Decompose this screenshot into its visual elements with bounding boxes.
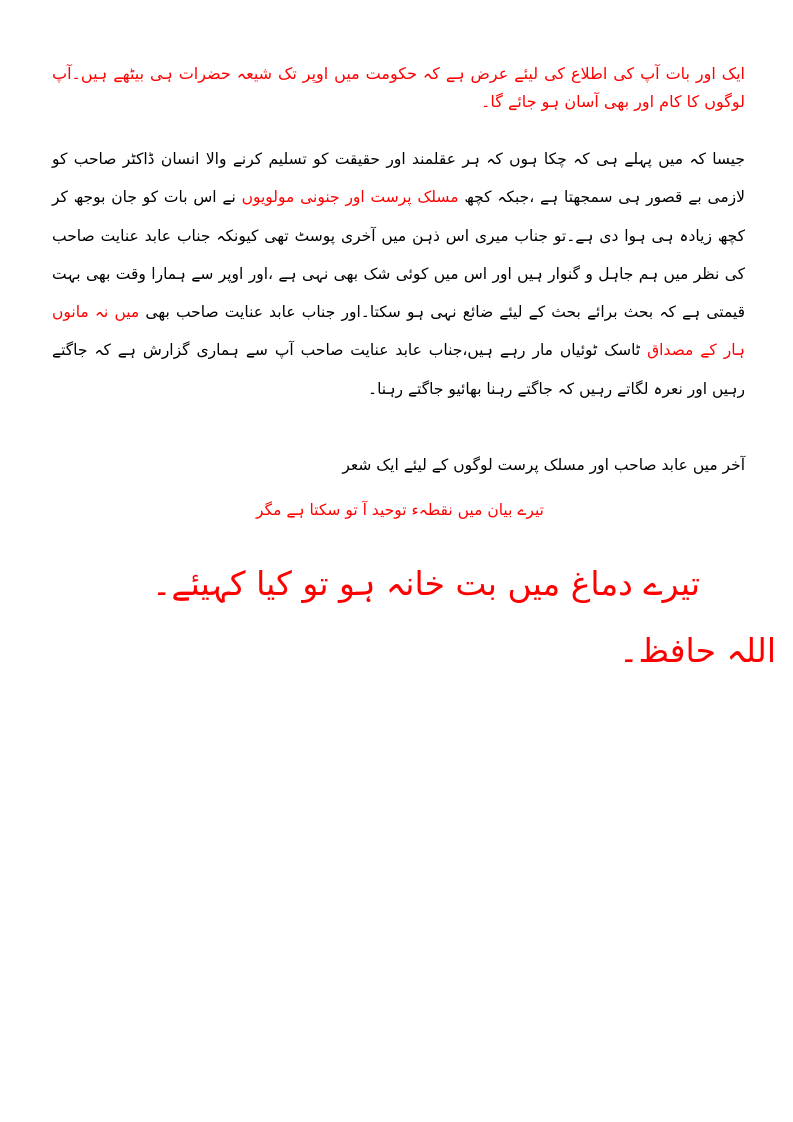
highlight-sect-clerics: مسلک پرست اور جنونی مولویوں [241,188,459,207]
closing-greeting: اللہ حافظ۔ [619,631,776,670]
couplet-intro-line: آخر میں عابد صاحب اور مسلک پرست لوگوں کے لیئے ایک شعر [342,456,745,474]
body-text-part-2: نے اس بات کو جان بوجھ کر کچھ زیادہ ہی ہوا دی ہے۔تو جناب میری اس ذہن میں آخری پوسٹ تھی کیونکہ جناب عابد عنایت صاحب کی نظر میں ہم جاہل و گنوار ہیں اور اس میں کوئی شک بھی نہی ہے ،اور اوپر سے ہمارا وقت بھی بہت قیمتی ہے کہ بحث برائے بحث کے لیئے ضائع نہی ہو سکتا۔اور جناب عابد عنایت صاحب بھی [52,188,745,322]
body-text-part-3: ٹاسک ٹوئیاں مار رہے ہیں،جناب عابد عنایت صاحب آپ سے ہماری گزارش ہے کہ جاگتے رہیں اور نعرہ لگاتے رہیں کہ جاگتے رہنا بھائیو جاگتے رہنا۔ [52,341,745,398]
highlight-idiom: میں نہ مانوں ہار کے مصداق [52,303,745,360]
body-text-part-1: جیسا کہ میں پہلے ہی کہ چکا ہوں کہ ہر عقلمند اور حقیقت کو تسلیم کرنے والا انسان ڈاکٹر صاحب کو لازمی بے قصور ہی سمجھتا ہے ،جبکہ کچھ [52,150,746,207]
body-paragraph [52,140,745,408]
intro-paragraph: ایک اور بات آپ کی اطلاع کی لیئے عرض ہے کہ حکومت میں اوپر تک شیعہ حضرات ہی بیٹھے ہیں۔آپ لوگوں کا کام اور بھی آسان ہو جائے گا۔ [52,64,745,111]
couplet-line-1: تیرے بیان میں نقطہء توحید آ تو سکتا ہے مگر [256,501,544,519]
couplet-line-2: تیرے دماغ میں بت خانہ ہو تو کیا کہیئے۔ [151,564,700,603]
